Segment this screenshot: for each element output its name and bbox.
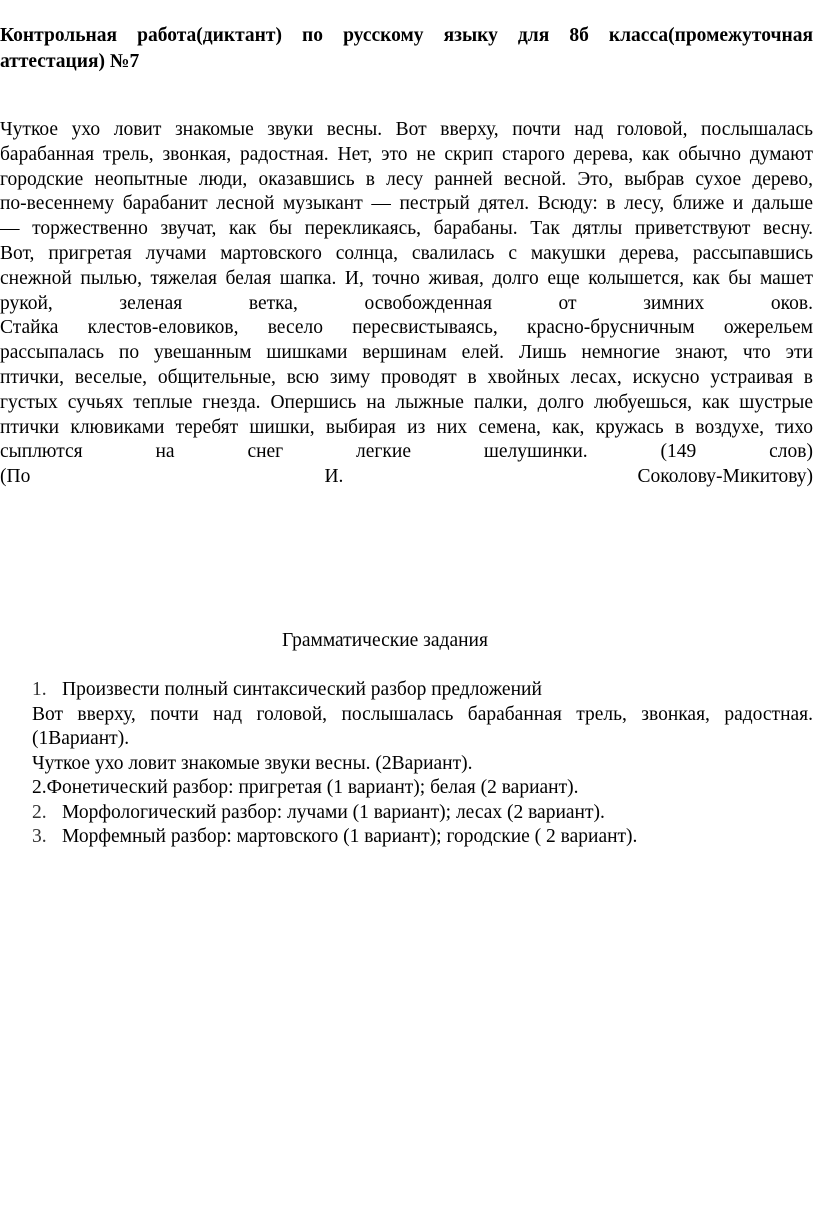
task-number: 3. [32, 826, 47, 847]
task-item: 2.Фонетический разбор: пригретая (1 вариант); белая (2 вариант). [32, 777, 579, 798]
dictation-line: рукой, зеленая ветка, освобожденная от зимних оков. [0, 292, 813, 314]
dictation-text [0, 118, 813, 490]
dictation-line: густых сучьях теплые гнезда. Опершись на лыжные палки, долго любуешься, как шустрые [0, 391, 813, 413]
dictation-line: — торжественно звучат, как бы перекликаясь, барабаны. Так дятлы приветствуют весну. [0, 218, 813, 240]
tasks-heading: Грамматические задания [282, 630, 488, 651]
dictation-line: снежной пылью, тяжелая белая шапка. И, точно живая, долго еще колышется, как бы машет [0, 267, 813, 289]
task-sentence: Чуткое ухо ловит знакомые звуки весны. (2Вариант). [32, 752, 473, 774]
task-item [32, 825, 813, 850]
task-text: Морфемный разбор: мартовского (1 вариант); городские ( 2 вариант). [62, 826, 638, 847]
dictation-line: городские неопытные люди, оказавшись в лесу ранней весной. Это, выбрав сухое дерево, [0, 168, 813, 190]
dictation-line: птички, веселые, общительные, всю зиму проводят в хвойных лесах, искусно устраивая в [0, 366, 813, 388]
task-number: 1. [32, 679, 47, 700]
dictation-line: Вот, пригретая лучами мартовского солнца, свалилась с макушки дерева, рассыпавшись [0, 242, 813, 264]
dictation-line: барабанная трель, звонкая, радостная. Нет, это не скрип старого дерева, как обычно думают [0, 143, 813, 165]
dictation-author-line: (По И. Соколову-Микитову) [0, 466, 813, 488]
dictation-line: Чуткое ухо ловит знакомые звуки весны. Вот вверху, почти над головой, послышалась [0, 119, 813, 140]
task-sentence: (1Вариант). [32, 728, 130, 749]
task-item [32, 801, 813, 826]
dictation-line: сыплются на снег легкие шелушинки. (149 слов) [0, 441, 813, 463]
dictation-line: птички клювиками теребят шишки, выбирая из них семена, как, кружась в воздухе, тихо [0, 416, 813, 438]
dictation-line: Стайка клестов-еловиков, весело пересвистываясь, красно-брусничным ожерельем [0, 317, 813, 339]
task-number: 2. [32, 801, 47, 823]
task-sentence: Вот вверху, почти над головой, послышалась барабанная трель, звонкая, радостная. [32, 703, 813, 725]
document-title: Контрольная работа(диктант) по русскому языку для 8б класса(промежуточная аттестация) №7 [0, 25, 813, 72]
dictation-line: рассыпалась по увешанным шишками вершинам елей. Лишь немногие знают, что эти [0, 342, 813, 364]
tasks-list [32, 678, 813, 850]
task-text: Морфологический разбор: лучами (1 вариант); лесах (2 вариант). [62, 801, 605, 823]
task-text: Произвести полный синтаксический разбор предложений [62, 679, 542, 700]
task-item [32, 678, 813, 703]
dictation-line: по-весеннему барабанит лесной музыкант — пестрый дятел. Всюду: в лесу, ближе и дальше [0, 193, 813, 215]
